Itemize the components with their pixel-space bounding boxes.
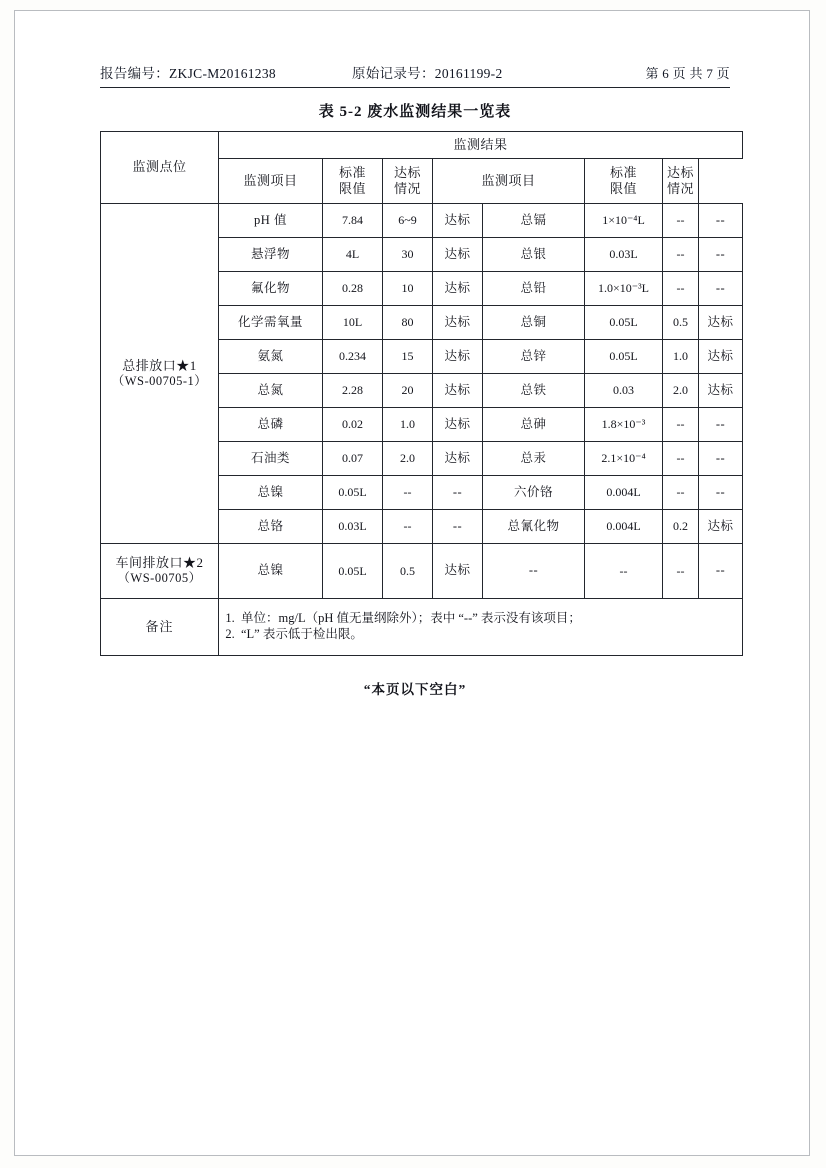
item-value-left: 0.05L [323,476,383,510]
header-status-left [383,159,433,204]
item-status-right: 达标 [699,306,743,340]
item-status-left: 达标 [433,306,483,340]
remark-number: 2. [225,627,235,641]
header-limit-left-line1: 标准 [338,164,366,180]
item-limit-right: -- [663,442,699,476]
header-site: 监测点位 [101,132,219,204]
remark-text: “L” 表示低于检出限。 [241,627,363,641]
item-name-left: 总氮 [219,374,323,408]
item-status-right: -- [699,272,743,306]
item-value-left: 0.07 [323,442,383,476]
item-status-right: 达标 [699,510,743,544]
item-value-left: 7.84 [323,204,383,238]
item-status-left: -- [433,510,483,544]
item-value-right: 0.004L [585,510,663,544]
item-name-left: pH 值 [219,204,323,238]
remark-item [219,627,742,643]
item-limit-right: -- [663,476,699,510]
item-status-right: 达标 [699,374,743,408]
item-status-right: -- [699,238,743,272]
item-name-right: 总铁 [483,374,585,408]
header-status-right-line2: 情况 [666,181,694,196]
record-number-label: 原始记录号： [351,66,435,81]
item-name-right: 总银 [483,238,585,272]
item-limit-right: -- [663,408,699,442]
item-limit-left: -- [383,476,433,510]
item-limit-right: 0.5 [663,306,699,340]
item-value-right: 1.8×10⁻³ [585,408,663,442]
item-status-left: 达标 [433,204,483,238]
item-limit-left: 20 [383,374,433,408]
item-value-left: 4L [323,238,383,272]
item-name-left: 石油类 [219,442,323,476]
header-item-right: 监测项目 [433,159,585,204]
item-status-right: -- [699,544,743,599]
item-name-right: 总铜 [483,306,585,340]
item-value-left: 10L [323,306,383,340]
item-value-left: 0.02 [323,408,383,442]
page-content [100,62,734,698]
item-name-right: 总砷 [483,408,585,442]
item-limit-right: 2.0 [663,374,699,408]
remark-item [219,611,742,627]
item-status-left: 达标 [433,272,483,306]
site-cell-workshop-outlet [101,544,219,599]
item-limit-right: -- [663,544,699,599]
item-status-right: -- [699,442,743,476]
item-value-left: 0.03L [323,510,383,544]
item-value-right: 0.03 [585,374,663,408]
item-name-left: 氨氮 [219,340,323,374]
header-status-left-line2: 情况 [393,181,421,196]
item-limit-left: 15 [383,340,433,374]
item-limit-left: 2.0 [383,442,433,476]
site-code: （WS-00705） [117,571,202,586]
header-results-group: 监测结果 [219,132,743,159]
item-value-right: 0.05L [585,340,663,374]
item-limit-left: 0.5 [383,544,433,599]
item-status-left: 达标 [433,544,483,599]
item-value-right: 0.004L [585,476,663,510]
item-name-left: 总镍 [219,544,323,599]
item-value-left: 0.05L [323,544,383,599]
item-value-right: 1.0×10⁻³L [585,272,663,306]
header-status-left-line1: 达标 [393,164,421,180]
item-name-right: 六价铬 [483,476,585,510]
item-status-left: 达标 [433,442,483,476]
table-row [101,544,743,599]
table-title: 表 5-2 废水监测结果一览表 [318,104,512,120]
item-status-left: 达标 [433,238,483,272]
remark-text: 单位：mg/L（pH 值无量纲除外）；表中 “--” 表示没有该项目； [241,611,581,626]
remark-number: 1. [225,611,235,626]
header-status-right [663,159,699,204]
header-limit-left-line2: 限值 [338,181,366,196]
item-value-right: -- [585,544,663,599]
remark-label: 备注 [101,599,219,656]
wastewater-results-table [100,131,743,656]
item-name-right: 总铅 [483,272,585,306]
item-status-left: 达标 [433,374,483,408]
page-header [100,62,730,82]
item-value-right: 1×10⁻⁴L [585,204,663,238]
item-name-left: 悬浮物 [219,238,323,272]
blank-page-note: “本页以下空白” [363,682,467,697]
item-limit-right: 0.2 [663,510,699,544]
item-value-right: 0.05L [585,306,663,340]
item-name-left: 总铬 [219,510,323,544]
report-number-value: ZKJC-M20161238 [169,66,276,81]
item-name-right: 总锌 [483,340,585,374]
table-header-row-1 [101,132,743,159]
item-limit-right: 1.0 [663,340,699,374]
item-status-right: -- [699,204,743,238]
item-value-left: 2.28 [323,374,383,408]
item-limit-left: 1.0 [383,408,433,442]
item-limit-right: -- [663,272,699,306]
record-number-value: 20161199-2 [434,66,503,81]
item-name-right: 总氰化物 [483,510,585,544]
item-limit-left: 80 [383,306,433,340]
remark-content [219,599,743,656]
report-number [100,62,276,82]
record-number [352,62,503,82]
item-status-right: 达标 [699,340,743,374]
header-limit-right-line1: 标准 [609,164,637,180]
item-value-left: 0.28 [323,272,383,306]
item-name-right: 总汞 [483,442,585,476]
item-name-left: 总镍 [219,476,323,510]
item-limit-right: -- [663,238,699,272]
item-value-left: 0.234 [323,340,383,374]
item-value-right: 0.03L [585,238,663,272]
table-row [101,204,743,238]
site-name: 总排放口★1 [122,357,197,373]
header-limit-right [585,159,663,204]
header-status-right-line1: 达标 [666,164,694,180]
item-value-right: 2.1×10⁻⁴ [585,442,663,476]
item-limit-left: 10 [383,272,433,306]
item-status-right: -- [699,476,743,510]
item-name-left: 氟化物 [219,272,323,306]
item-name-right: 总镉 [483,204,585,238]
table-body [101,204,743,656]
header-limit-left [323,159,383,204]
item-name-left: 化学需氧量 [219,306,323,340]
item-limit-right: -- [663,204,699,238]
item-name-left: 总磷 [219,408,323,442]
item-limit-left: -- [383,510,433,544]
report-number-label: 报告编号： [100,66,169,81]
item-status-left: -- [433,476,483,510]
site-name: 车间排放口★2 [115,555,204,571]
header-item-left: 监测项目 [219,159,323,204]
page-indicator: 第 6 页 共 7 页 [645,66,730,81]
item-name-right: -- [483,544,585,599]
item-limit-left: 30 [383,238,433,272]
site-code: （WS-00705-1） [111,373,208,388]
item-status-left: 达标 [433,340,483,374]
item-status-left: 达标 [433,408,483,442]
item-status-right: -- [699,408,743,442]
header-divider [100,87,730,88]
site-cell-main-outlet [101,204,219,544]
item-limit-left: 6~9 [383,204,433,238]
remark-row [101,599,743,656]
header-limit-right-line2: 限值 [609,181,637,196]
